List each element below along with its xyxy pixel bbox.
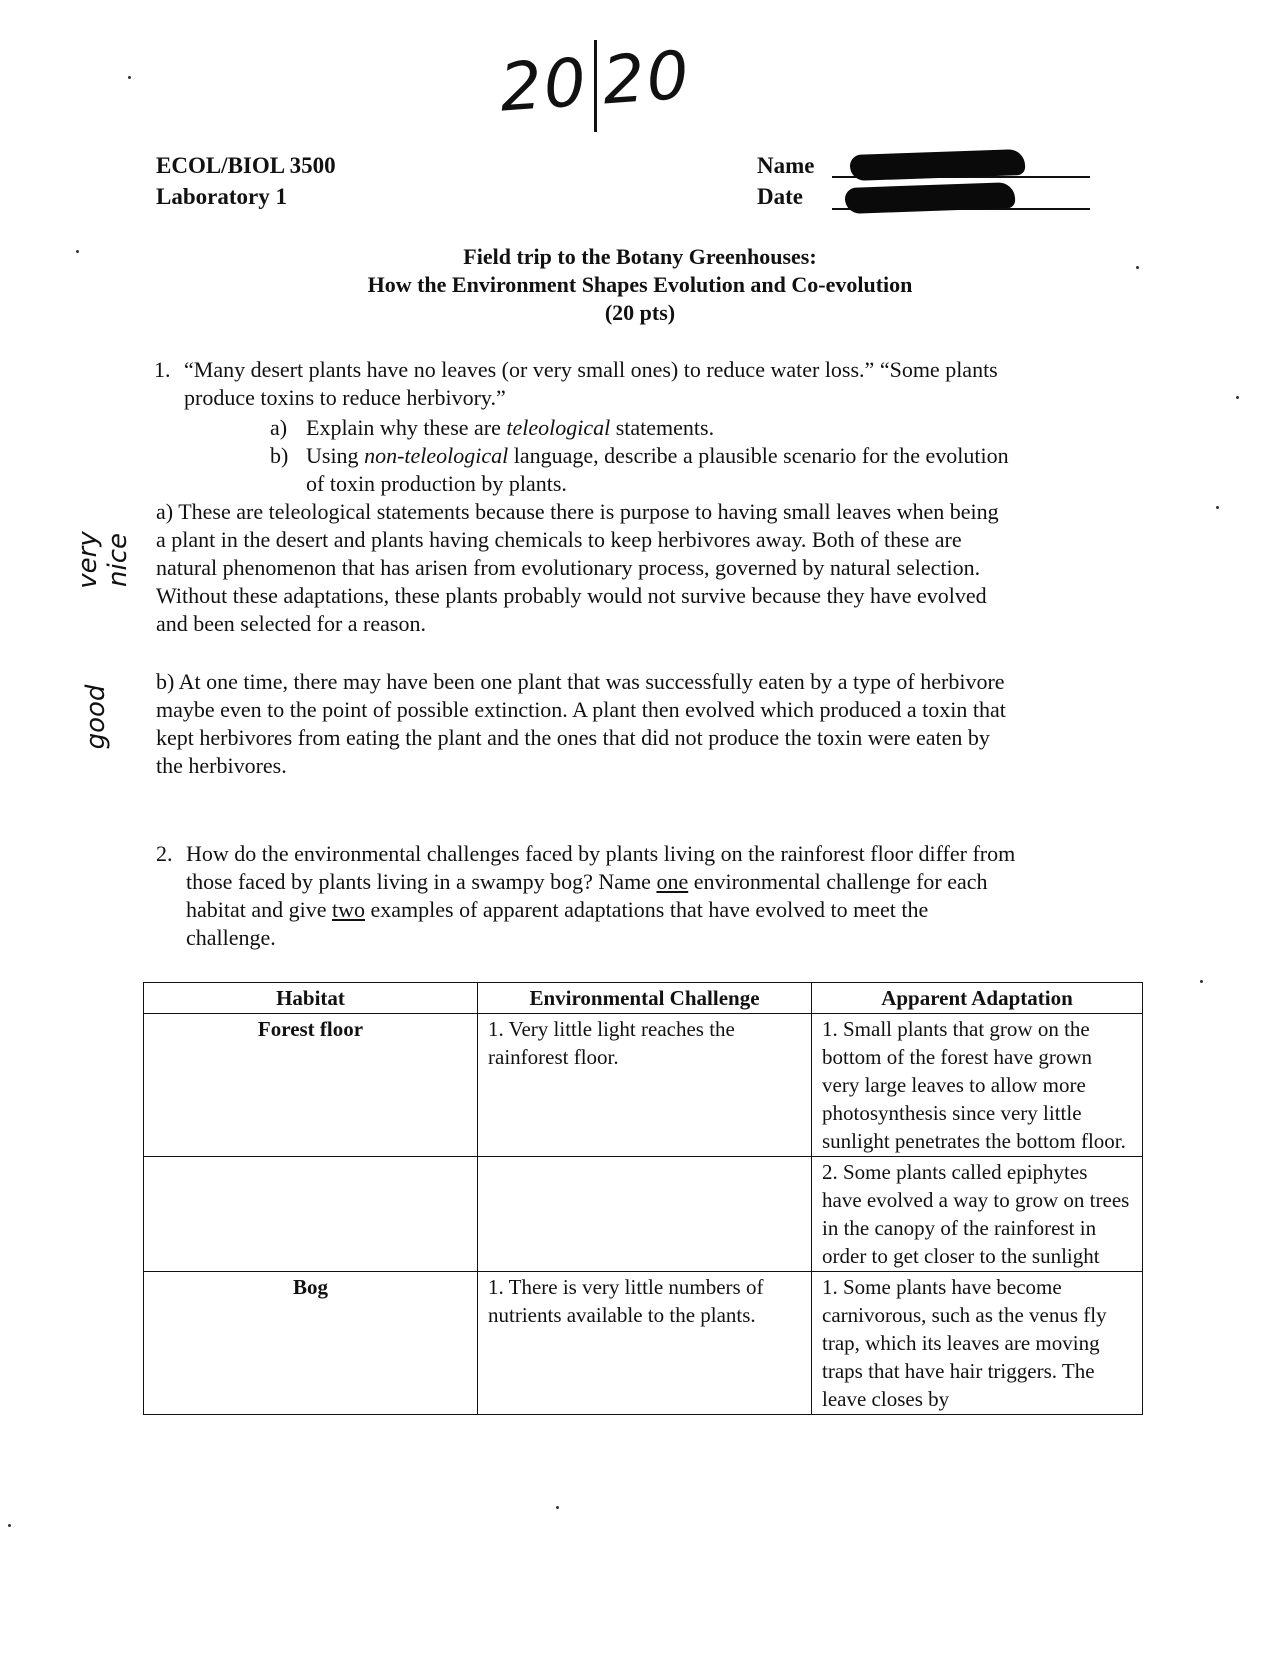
margin-note-very-nice: very nice [73,531,133,589]
answer-b-line-1: b) At one time, there may have been one plant that was successfully eaten by a type of herbivore [156,669,1005,694]
scan-speck [556,1506,559,1509]
habitat-table [143,982,1143,1415]
title-line-2: How the Environment Shapes Evolution and Co-evolution [367,272,913,297]
challenge-cell [478,1157,812,1272]
course-code: ECOL/BIOL 3500 [156,153,336,178]
q2-line-2: those faced by plants living in a swampy bog? Name one environmental challenge for each [186,869,988,894]
table-row [144,1272,1143,1415]
q1-b-label: b) [270,443,289,468]
table-header-row [144,983,1143,1014]
score-slash [594,40,597,132]
scan-speck [1236,396,1239,399]
challenge-cell: 1. Very little light reaches the rainforest floor. [478,1014,812,1157]
q2-line-4: challenge. [186,925,276,950]
table-row [144,1157,1143,1272]
header-apparent-adaptation: Apparent Adaptation [812,983,1143,1014]
table-row [144,1014,1143,1157]
date-label: Date [757,184,803,209]
q2-line-3: habitat and give two examples of apparent adaptations that have evolved to meet the [186,897,929,922]
scan-speck [1136,266,1139,269]
score-value: 20 [497,43,591,127]
answer-b-line-2: maybe even to the point of possible extinction. A plant then evolved which produced a toxin that [156,697,1006,722]
answer-a-line-1: a) These are teleological statements because there is purpose to having small leaves when being [156,499,999,524]
adaptation-cell: 1. Some plants have become carnivorous, such as the venus fly trap, which its leaves are moving traps that have hair triggers. The leave closes by [812,1272,1143,1415]
handwritten-score [497,33,694,138]
title-line-3: (20 pts) [604,300,676,325]
habitat-cell [144,1157,478,1272]
margin-note-good: good [81,684,111,750]
answer-b-line-3: kept herbivores from eating the plant and the ones that did not produce the toxin were eaten by [156,725,990,750]
scan-speck [1200,980,1203,983]
q1-text-line-1: “Many desert plants have no leaves (or very small ones) to reduce water loss.” “Some plants [184,357,998,382]
q1-b-prompt-line-1: Using non-teleological language, describe a plausible scenario for the evolution [306,443,1009,468]
name-label: Name [757,153,815,178]
answer-b-line-4: the herbivores. [156,753,287,778]
score-total: 20 [599,36,694,120]
adaptation-cell: 1. Small plants that grow on the bottom of the forest have grown very large leaves to allow more photosynthesis since very little sunlight penetrates the bottom floor. [812,1014,1143,1157]
answer-a-line-3: natural phenomenon that has arisen from evolutionary process, governed by natural selection. [156,555,981,580]
adaptation-cell: 2. Some plants called epiphytes have evolved a way to grow on trees in the canopy of the rainforest in order to get closer to the sunlight [812,1157,1143,1272]
q1-b-prompt-line-2: of toxin production by plants. [306,471,567,496]
q1-text-line-2: produce toxins to reduce herbivory.” [184,385,506,410]
answer-a-line-4: Without these adaptations, these plants probably would not survive because they have evolved [156,583,987,608]
challenge-cell: 1. There is very little numbers of nutrients available to the plants. [478,1272,812,1415]
q2-line-1: How do the environmental challenges faced by plants living on the rainforest floor differ from [186,841,1016,866]
q2-number: 2. [156,841,173,866]
answer-a-line-2: a plant in the desert and plants having chemicals to keep herbivores away. Both of these are [156,527,962,552]
q1-a-prompt: Explain why these are teleological statements. [306,415,715,440]
scan-speck [8,1524,11,1527]
scan-speck [128,76,131,79]
title-line-1: Field trip to the Botany Greenhouses: [463,244,817,269]
lab-number: Laboratory 1 [156,184,287,209]
q1-a-label: a) [270,415,288,440]
scan-speck [76,250,79,253]
q1-number: 1. [154,357,171,382]
habitat-cell: Forest floor [144,1014,478,1157]
scan-speck [1216,506,1219,509]
header-habitat: Habitat [144,983,478,1014]
answer-a-line-5: and been selected for a reason. [156,611,426,636]
header-environmental-challenge: Environmental Challenge [478,983,812,1014]
habitat-cell: Bog [144,1272,478,1415]
